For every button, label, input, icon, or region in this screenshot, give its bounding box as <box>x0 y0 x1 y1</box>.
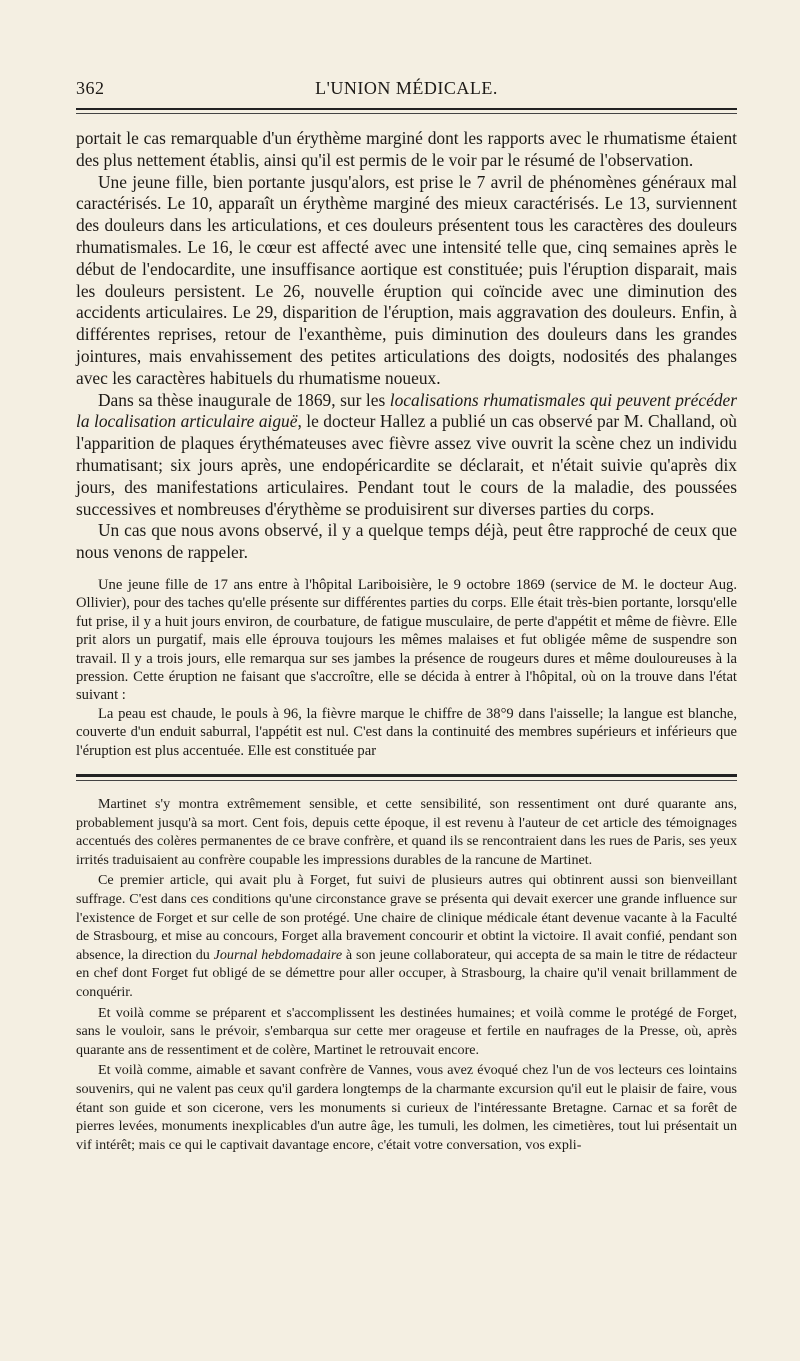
header-rule <box>76 108 737 110</box>
body-paragraph: Une jeune fille, bien portante jusqu'alors, est prise le 7 avril de phénomènes généraux mal caractérisés. Le 10, apparaît un érythème marginé des mieux caractérisés. Le 13, surviennent des douleurs dans les articulations, et ces douleurs présentent tous les caractères des douleurs rhumatismales. Le 16, le cœur est affecté avec une intensité telle que, cinq semaines après le début de l'endocardite, une insuffisance aortique est constituée; puis l'éruption disparait, mais les douleurs persistent. Le 26, nouvelle éruption qui coïncide avec une diminution des accidents articulaires. Le 29, disparition de l'éruption, mais aggravation des douleurs. Enfin, à différentes reprises, retour de l'exanthème, puis diminution des douleurs dans les grandes jointures, mais envahissement des petites articulations des doigts, nodosités des phalanges avec les caractères habituels du rhumatisme noueux. <box>76 171 737 388</box>
body-paragraph: Un cas que nous avons observé, il y a quelque temps déjà, peut être rapproché de ceux que nous venons de rappeler. <box>76 520 737 563</box>
thesis-title: localisations rhumatismales qui peuvent précéder la localisation articulaire aiguë <box>76 389 738 432</box>
feuilleton-separator <box>76 774 737 781</box>
body-paragraph: portait le cas remarquable d'un érythème marginé dont les rapports avec le rhumatisme étaient des plus nettement établis, ainsi qu'il est permis de le voir par le résumé de l'observation. <box>76 128 737 170</box>
feuilleton-paragraph <box>76 871 737 1001</box>
page-header <box>76 78 737 102</box>
separator-thick <box>76 774 737 777</box>
page-number: 362 <box>76 78 105 98</box>
feuilleton-paragraph: Et voilà comme, aimable et savant confrère de Vannes, vous avez évoqué chez l'un de vos lecteurs ces lointains souvenirs, qui ne valent pas ceux qu'il gardera longtemps de la charmante excursion qu'il eut le plaisir de faire, vous étant son guide et son cicerone, vers les monuments si curieux de l'intéressante Bretagne. Carnac et sa forêt de pierres levées, monuments inexplicables d'un autre âge, les tumuli, les dolmen, les cimetières, tout lui présentait un vif intérêt; mais ce qui le captivait davantage encore, c'était votre conversation, vos expli- <box>76 1062 737 1153</box>
observation-paragraph: La peau est chaude, le pouls à 96, la fièvre marque le chiffre de 38°9 dans l'aisselle; la langue est blanche, couverte d'un enduit saburral, l'appétit est nul. C'est dans la continuité des membres supérieurs et inférieurs que l'éruption est plus accentuée. Elle est constituée par <box>76 705 737 759</box>
body-text-span: Dans sa thèse inaugurale de 1869, sur les <box>98 389 390 410</box>
observation-text <box>76 576 737 760</box>
body-paragraph <box>76 390 737 521</box>
feuilleton <box>76 795 737 1154</box>
journal-title: Journal hebdomadaire <box>213 946 343 963</box>
body-text-span: , le docteur Hallez a publié un cas observé par M. Challand, où l'apparition de plaques érythémateuses avec fièvre assez vive ouvrit la scène chez un individu rhumatisant; six jours après, une endopéricardite se déclarait, et n'était suivie qu'après dix jours, des manifestations articulaires. Pendant tout le cours de la maladie, des poussées successives et nombreuses d'érythème se produisirent sur diverses parties du corps. <box>76 411 737 519</box>
observation-paragraph: Une jeune fille de 17 ans entre à l'hôpital Lariboisière, le 9 octobre 1869 (service de M. le docteur Aug. Ollivier), pour des taches qu'elle présente sur différentes parties du corps. Elle était très-bien portante, lorsqu'elle fut prise, il y a huit jours environ, de courbature, de fatigue musculaire, de perte d'appétit et même de fièvre. Elle prit alors un purgatif, mais elle éprouva toujours les mêmes malaises et fut obligée même de suspendre son travail. Il y a trois jours, elle remarqua sur ses jambes la présence de rougeurs dures et même douloureuses à la pression. Cette éruption ne faisant que s'accroître, elle se décida à entrer à l'hôpital, où on la trouve dans l'état suivant : <box>76 576 737 704</box>
feuilleton-text-span: à son jeune collaborateur, qui accepta de sa main le titre de rédacteur en chef dont Forget fut obligé de se démettre pour aller occuper, à Strasbourg, la chaire qu'il venait brillamment de conquérir. <box>76 946 738 1000</box>
feuilleton-text-span: Ce premier article, qui avait plu à Forget, fut suivi de plusieurs autres qui obtinrent aussi son bienveillant suffrage. C'est dans ces conditions qu'une circonstance grave se présenta qui devait exercer une grande influence sur l'existence de Forget et sur celle de son protégé. Une chaire de clinique médicale étant devenue vacante à la Faculté de Strasbourg, et mise au concours, Forget alla bravement concourir et obtint la victoire. Il avait confié, pendant son absence, la direction du <box>76 872 737 963</box>
separator-thin <box>76 780 737 781</box>
header-rule-thin <box>76 113 737 114</box>
running-head: L'UNION MÉDICALE. <box>315 78 498 98</box>
feuilleton-paragraph: Martinet s'y montra extrêmement sensible, et cette sensibilité, son ressentiment ont duré quarante ans, probablement jusqu'à sa mort. Cent fois, depuis cette époque, il est revenu à l'auteur de cet article des témoignages accentués des colères permanentes de ce brave confrère, et quand ils se rencontraient dans les rues de Paris, ses yeux irrités traduisaient au confrère coupable les impressions durables de la rancune de Martinet. <box>76 796 737 868</box>
feuilleton-paragraph: Et voilà comme se préparent et s'accomplissent les destinées humaines; et voilà comme le protégé de Forget, sans le vouloir, sans le prévoir, s'embarqua sur cette mer orageuse et fertile en naufrages de la Presse, où, après quarante ans de ressentiment et de colère, Martinet le retrouvait encore. <box>76 1004 737 1058</box>
main-text <box>76 128 737 564</box>
